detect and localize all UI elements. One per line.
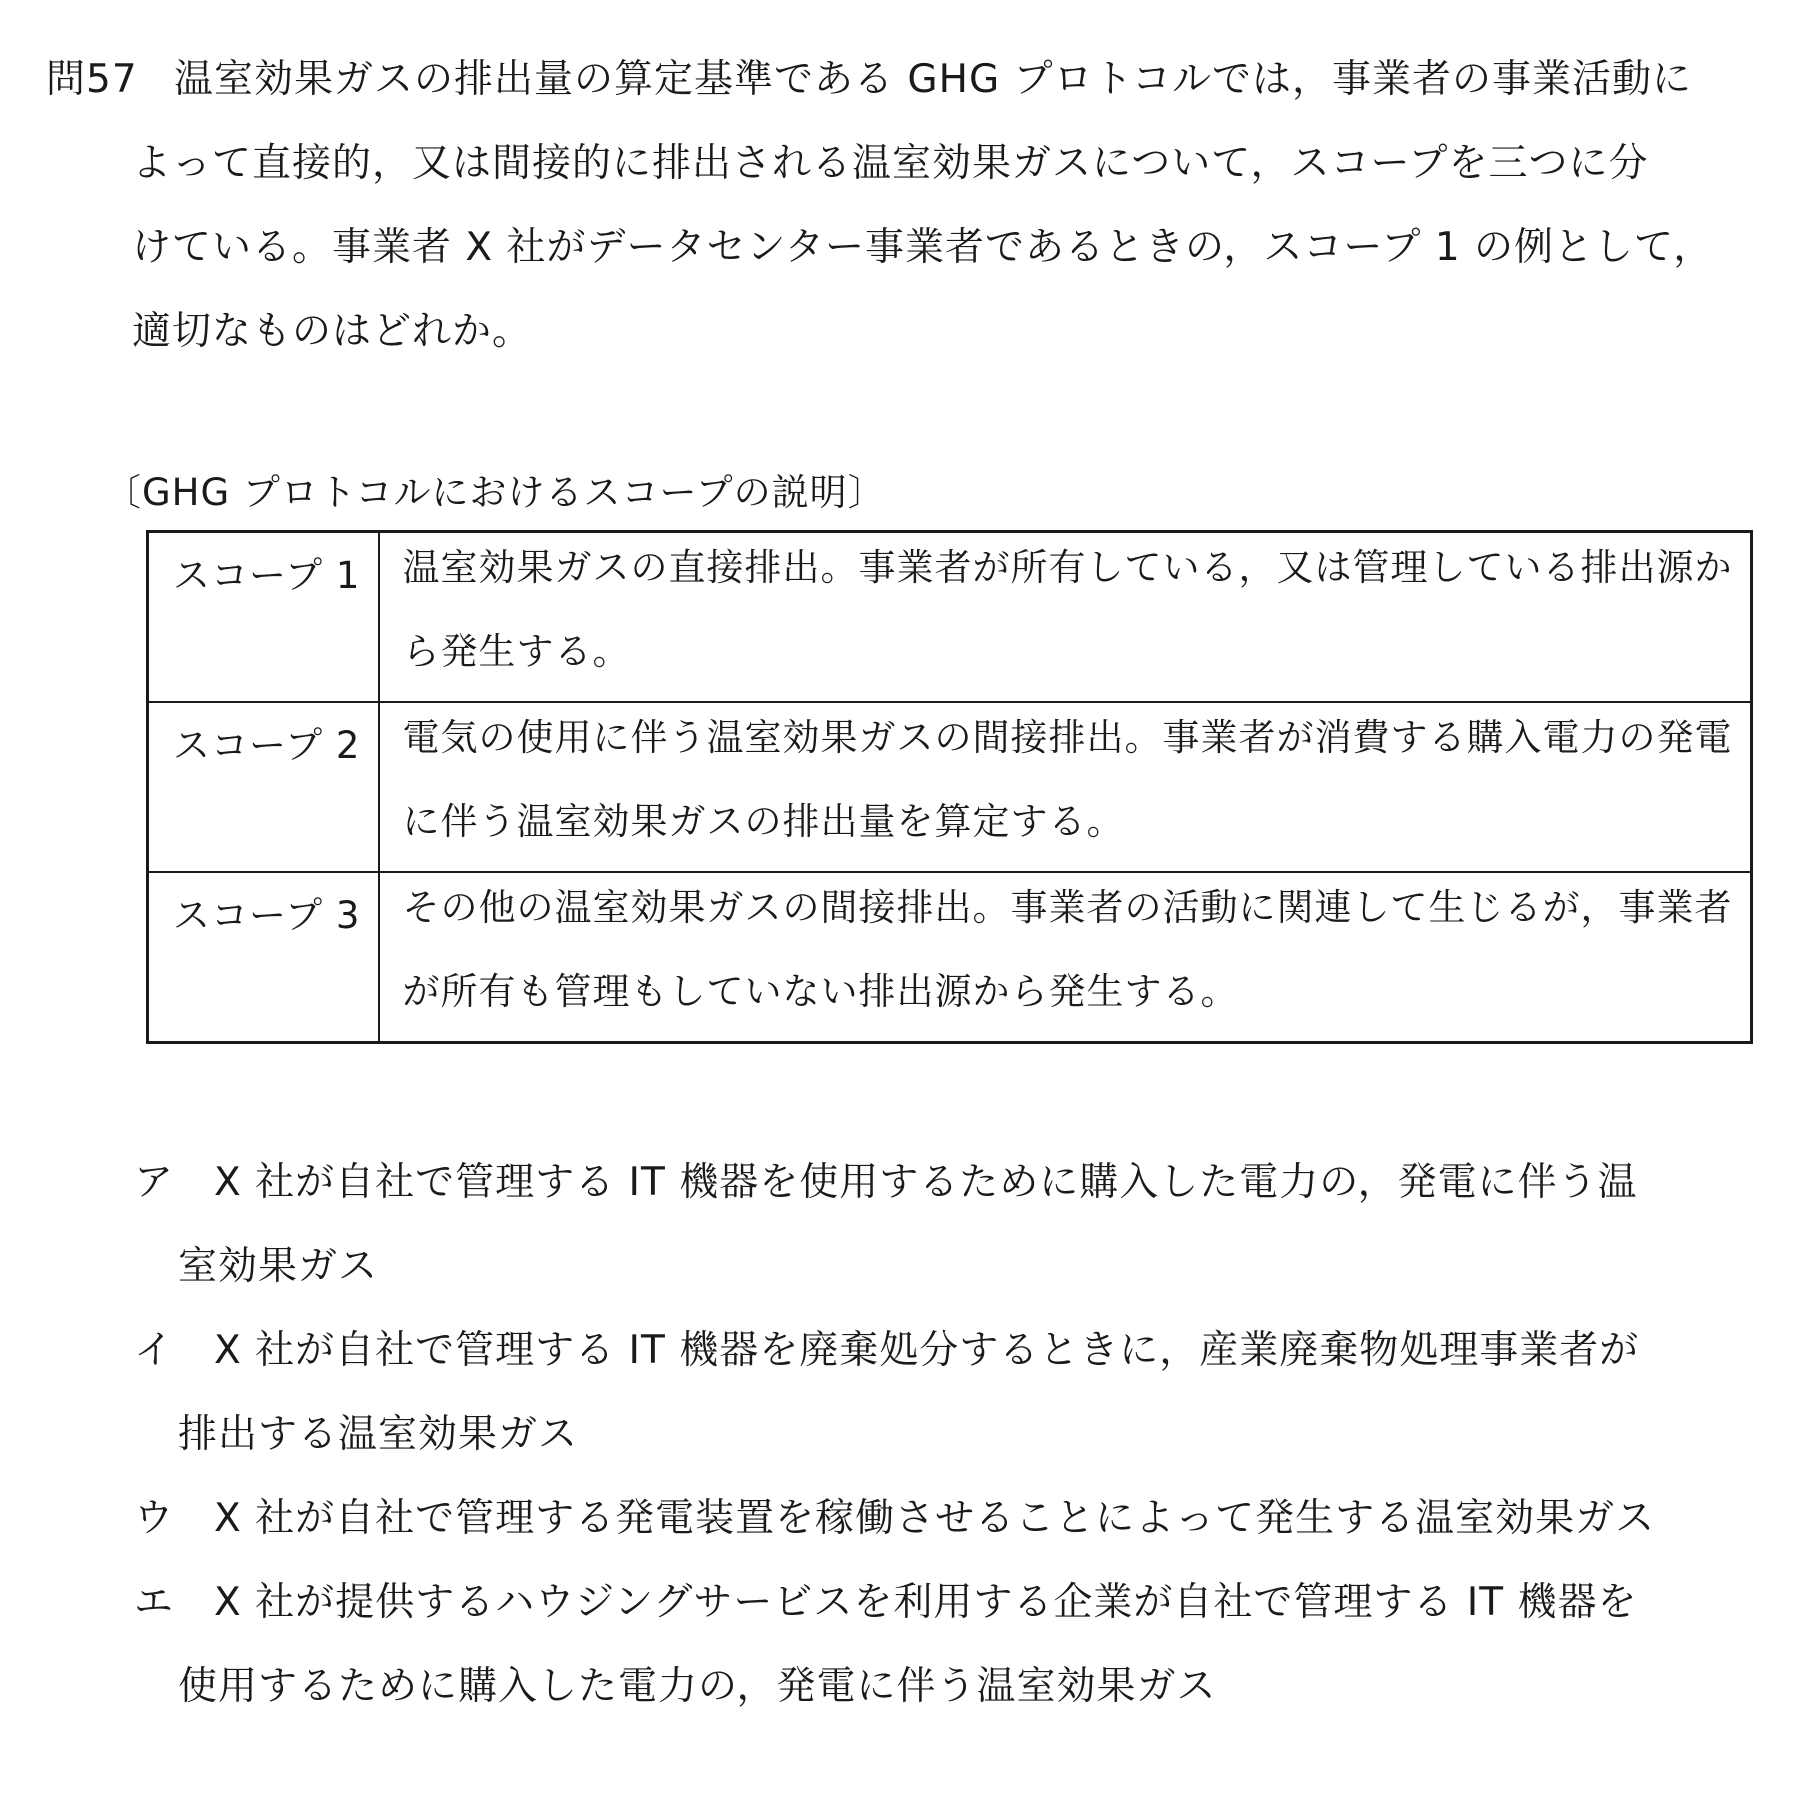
question-line-2: よって直接的，又は間接的に排出される温室効果ガスについて，スコープを三つに分 <box>132 141 1649 186</box>
option-line <box>134 1570 1754 1654</box>
option-label: エ <box>134 1580 175 1625</box>
scope-desc-line: が所有も管理もしていない排出源から発生する。 <box>402 970 1239 1013</box>
question-block <box>46 48 1746 384</box>
option-line <box>134 1150 1754 1234</box>
option-i[interactable] <box>134 1318 1754 1486</box>
option-text: X 社が提供するハウジングサービスを利用する企業が自社で管理する IT 機器を <box>214 1580 1638 1625</box>
option-line: 排出する温室効果ガス <box>178 1412 579 1457</box>
question-text: 温室効果ガスの排出量の算定基準である GHG プロトコルでは，事業者の事業活動に <box>174 57 1693 102</box>
option-label: イ <box>134 1328 175 1373</box>
scope-desc-line: に伴う温室効果ガスの排出量を算定する。 <box>402 800 1125 843</box>
answer-options <box>134 1150 1754 1738</box>
scope-desc-cell <box>379 702 1752 872</box>
option-label: ア <box>134 1160 175 1205</box>
table-row <box>148 872 1752 1043</box>
scope-desc-line: ら発生する。 <box>402 630 631 673</box>
option-u[interactable] <box>134 1486 1754 1570</box>
option-e[interactable] <box>134 1570 1754 1738</box>
scope-desc-line: 温室効果ガスの直接排出。事業者が所有している，又は管理している排出源か <box>402 546 1733 589</box>
scope-desc-cell <box>379 532 1752 703</box>
option-text: X 社が自社で管理する IT 機器を使用するために購入した電力の，発電に伴う温 <box>214 1160 1638 1205</box>
scope-table <box>146 530 1753 1044</box>
table-caption: 〔GHG プロトコルにおけるスコープの説明〕 <box>104 471 886 514</box>
option-text: X 社が自社で管理する IT 機器を廃棄処分するときに，産業廃棄物処理事業者が <box>214 1328 1640 1373</box>
scope-desc-line: その他の温室効果ガスの間接排出。事業者の活動に関連して生じるが，事業者 <box>402 886 1733 929</box>
option-line: 使用するために購入した電力の，発電に伴う温室効果ガス <box>178 1664 1217 1709</box>
table-row <box>148 532 1752 703</box>
option-text: X 社が自社で管理する発電装置を稼働させることによって発生する温室効果ガス <box>214 1496 1656 1541</box>
option-line: 室効果ガス <box>178 1244 379 1289</box>
option-a[interactable] <box>134 1150 1754 1318</box>
question-line-4: 適切なものはどれか。 <box>132 309 533 354</box>
scope-name-cell: スコープ 1 <box>148 532 380 703</box>
table-row <box>148 702 1752 872</box>
question-line-3: けている。事業者 X 社がデータセンター事業者であるときの，スコープ 1 の例として， <box>132 225 1714 270</box>
scope-desc-cell <box>379 872 1752 1043</box>
scope-desc-line: 電気の使用に伴う温室効果ガスの間接排出。事業者が消費する購入電力の発電 <box>402 716 1733 759</box>
question-number: 問57 <box>46 57 138 102</box>
question-line-1 <box>46 48 1746 132</box>
option-line <box>134 1486 1754 1570</box>
scope-name-cell: スコープ 2 <box>148 702 380 872</box>
scope-name-cell: スコープ 3 <box>148 872 380 1043</box>
option-line <box>134 1318 1754 1402</box>
option-label: ウ <box>134 1496 175 1541</box>
